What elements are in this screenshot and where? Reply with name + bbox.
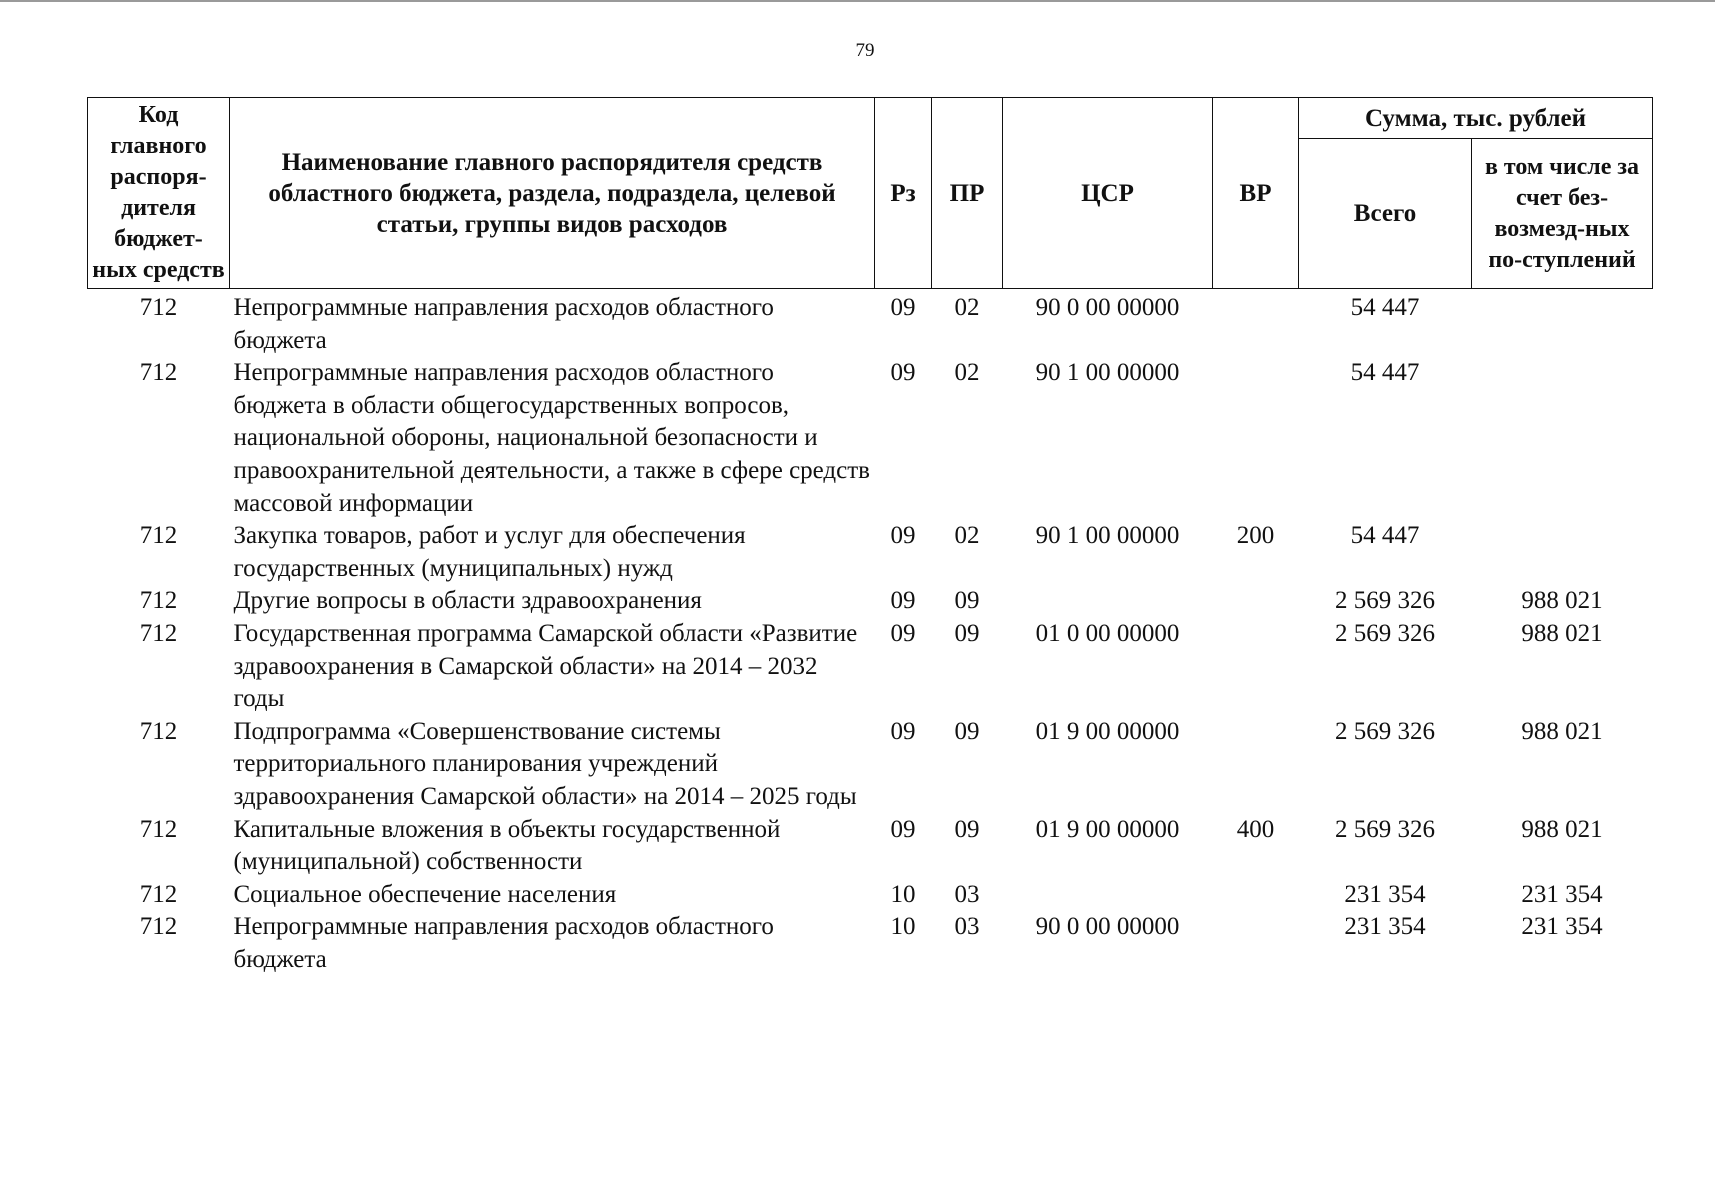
cell-name: Социальное обеспечение населения bbox=[233, 880, 617, 908]
header-total: Всего bbox=[1299, 139, 1472, 289]
cell-rz: 10 bbox=[890, 880, 916, 908]
cell-vr bbox=[1213, 289, 1299, 358]
cell-rz: 09 bbox=[890, 815, 916, 843]
cell-vr bbox=[1213, 585, 1299, 618]
cell-free: 988 021 bbox=[1521, 717, 1603, 745]
cell-total: 2 569 326 bbox=[1335, 717, 1435, 745]
cell-free: 231 354 bbox=[1521, 880, 1603, 908]
table-row bbox=[88, 585, 1653, 618]
cell-csr: 90 0 00 00000 bbox=[1035, 294, 1180, 321]
cell-vr bbox=[1213, 716, 1299, 814]
cell-total: 54 447 bbox=[1350, 294, 1420, 321]
cell-rz: 09 bbox=[890, 619, 916, 647]
cell-total: 2 569 326 bbox=[1335, 815, 1435, 843]
cell-rz: 09 bbox=[890, 717, 916, 745]
cell-csr: 90 1 00 00000 bbox=[1035, 359, 1180, 387]
cell-csr: 90 0 00 00000 bbox=[1035, 913, 1180, 941]
cell-pr: 03 bbox=[954, 913, 980, 941]
cell-free: 988 021 bbox=[1521, 587, 1603, 615]
cell-csr: 01 9 00 00000 bbox=[1035, 815, 1180, 843]
header-vr: ВР bbox=[1213, 98, 1299, 289]
cell-code: 712 bbox=[139, 359, 178, 387]
header-code: Код главного распоря-дителя бюджет-ных средств bbox=[88, 98, 230, 289]
cell-code: 712 bbox=[139, 913, 178, 941]
cell-total: 54 447 bbox=[1350, 522, 1420, 550]
header-csr: ЦСР bbox=[1003, 98, 1213, 289]
cell-code: 712 bbox=[139, 294, 178, 321]
table-row bbox=[88, 289, 1653, 358]
cell-vr bbox=[1213, 618, 1299, 716]
cell-free: 988 021 bbox=[1521, 619, 1603, 647]
cell-name: Закупка товаров, работ и услуг для обеспечения государственных (муниципальных) нужд bbox=[233, 522, 746, 582]
cell-total: 2 569 326 bbox=[1335, 587, 1435, 615]
cell-name: Другие вопросы в области здравоохранения bbox=[233, 587, 702, 615]
cell-vr: 200 bbox=[1236, 522, 1275, 550]
cell-vr: 400 bbox=[1236, 815, 1275, 843]
cell-free bbox=[1472, 289, 1653, 358]
page-number: 79 bbox=[855, 40, 875, 61]
cell-rz: 09 bbox=[890, 522, 916, 550]
cell-pr: 09 bbox=[954, 717, 980, 745]
cell-code: 712 bbox=[139, 587, 178, 615]
cell-csr bbox=[1003, 879, 1213, 912]
header-rz: Рз bbox=[875, 98, 932, 289]
cell-free bbox=[1472, 520, 1653, 585]
cell-pr: 09 bbox=[954, 587, 980, 615]
cell-vr bbox=[1213, 879, 1299, 912]
scan-top-edge bbox=[0, 0, 1715, 2]
cell-total: 54 447 bbox=[1350, 359, 1420, 387]
cell-csr: 01 0 00 00000 bbox=[1035, 619, 1180, 647]
table-row bbox=[88, 357, 1653, 520]
cell-free: 988 021 bbox=[1521, 815, 1603, 843]
cell-code: 712 bbox=[139, 619, 178, 647]
table-row bbox=[88, 879, 1653, 912]
cell-free bbox=[1472, 357, 1653, 520]
cell-vr bbox=[1213, 357, 1299, 520]
table-header bbox=[88, 98, 1653, 289]
header-sum: Сумма, тыс. рублей bbox=[1299, 98, 1653, 139]
header-free: в том числе за счет без-возмезд-ных по-ступлений bbox=[1472, 139, 1653, 289]
cell-pr: 02 bbox=[954, 522, 980, 550]
cell-pr: 09 bbox=[954, 619, 980, 647]
cell-code: 712 bbox=[139, 880, 178, 908]
cell-code: 712 bbox=[139, 717, 178, 745]
cell-name: Государственная программа Самарской области «Развитие здравоохранения в Самарской области» на 2014 – 2032 годы bbox=[233, 619, 858, 713]
cell-total: 2 569 326 bbox=[1335, 619, 1435, 647]
cell-rz: 09 bbox=[890, 294, 916, 321]
cell-name: Капитальные вложения в объекты государственной (муниципальной) собственности bbox=[233, 815, 781, 876]
cell-csr bbox=[1003, 585, 1213, 618]
table-body bbox=[88, 289, 1653, 977]
cell-vr bbox=[1213, 911, 1299, 976]
cell-rz: 09 bbox=[890, 587, 916, 615]
table-row bbox=[88, 716, 1653, 814]
cell-name: Непрограммные направления расходов областного бюджета в области общегосударственных вопросов, национальной обороны, национальной безопасности и правоохранительной деятельности, а также в сфере средств массовой информации bbox=[233, 359, 870, 517]
cell-rz: 10 bbox=[890, 913, 916, 941]
header-name: Наименование главного распорядителя средств областного бюджета, раздела, подраздела, целевой статьи, группы видов расходов bbox=[230, 98, 875, 289]
header-pr: ПР bbox=[932, 98, 1003, 289]
cell-name: Подпрограмма «Совершенствование системы территориального планирования учреждений здравоохранения Самарской области» на 2014 – 2025 годы bbox=[233, 717, 857, 810]
cell-code: 712 bbox=[139, 522, 178, 550]
cell-csr: 01 9 00 00000 bbox=[1035, 717, 1180, 745]
cell-total: 231 354 bbox=[1344, 880, 1426, 908]
cell-name: Непрограммные направления расходов областного бюджета bbox=[233, 294, 774, 354]
cell-total: 231 354 bbox=[1344, 913, 1426, 941]
table-row bbox=[88, 814, 1653, 879]
cell-code: 712 bbox=[139, 815, 178, 843]
budget-table bbox=[87, 97, 1653, 976]
table-row bbox=[88, 618, 1653, 716]
cell-csr: 90 1 00 00000 bbox=[1035, 522, 1180, 550]
cell-name: Непрограммные направления расходов областного бюджета bbox=[233, 913, 774, 973]
cell-pr: 02 bbox=[954, 294, 980, 321]
table-row bbox=[88, 520, 1653, 585]
cell-pr: 03 bbox=[954, 880, 980, 908]
cell-rz: 09 bbox=[890, 359, 916, 387]
cell-pr: 09 bbox=[954, 815, 980, 843]
table-row bbox=[88, 911, 1653, 976]
cell-free: 231 354 bbox=[1521, 913, 1603, 941]
cell-pr: 02 bbox=[954, 359, 980, 387]
